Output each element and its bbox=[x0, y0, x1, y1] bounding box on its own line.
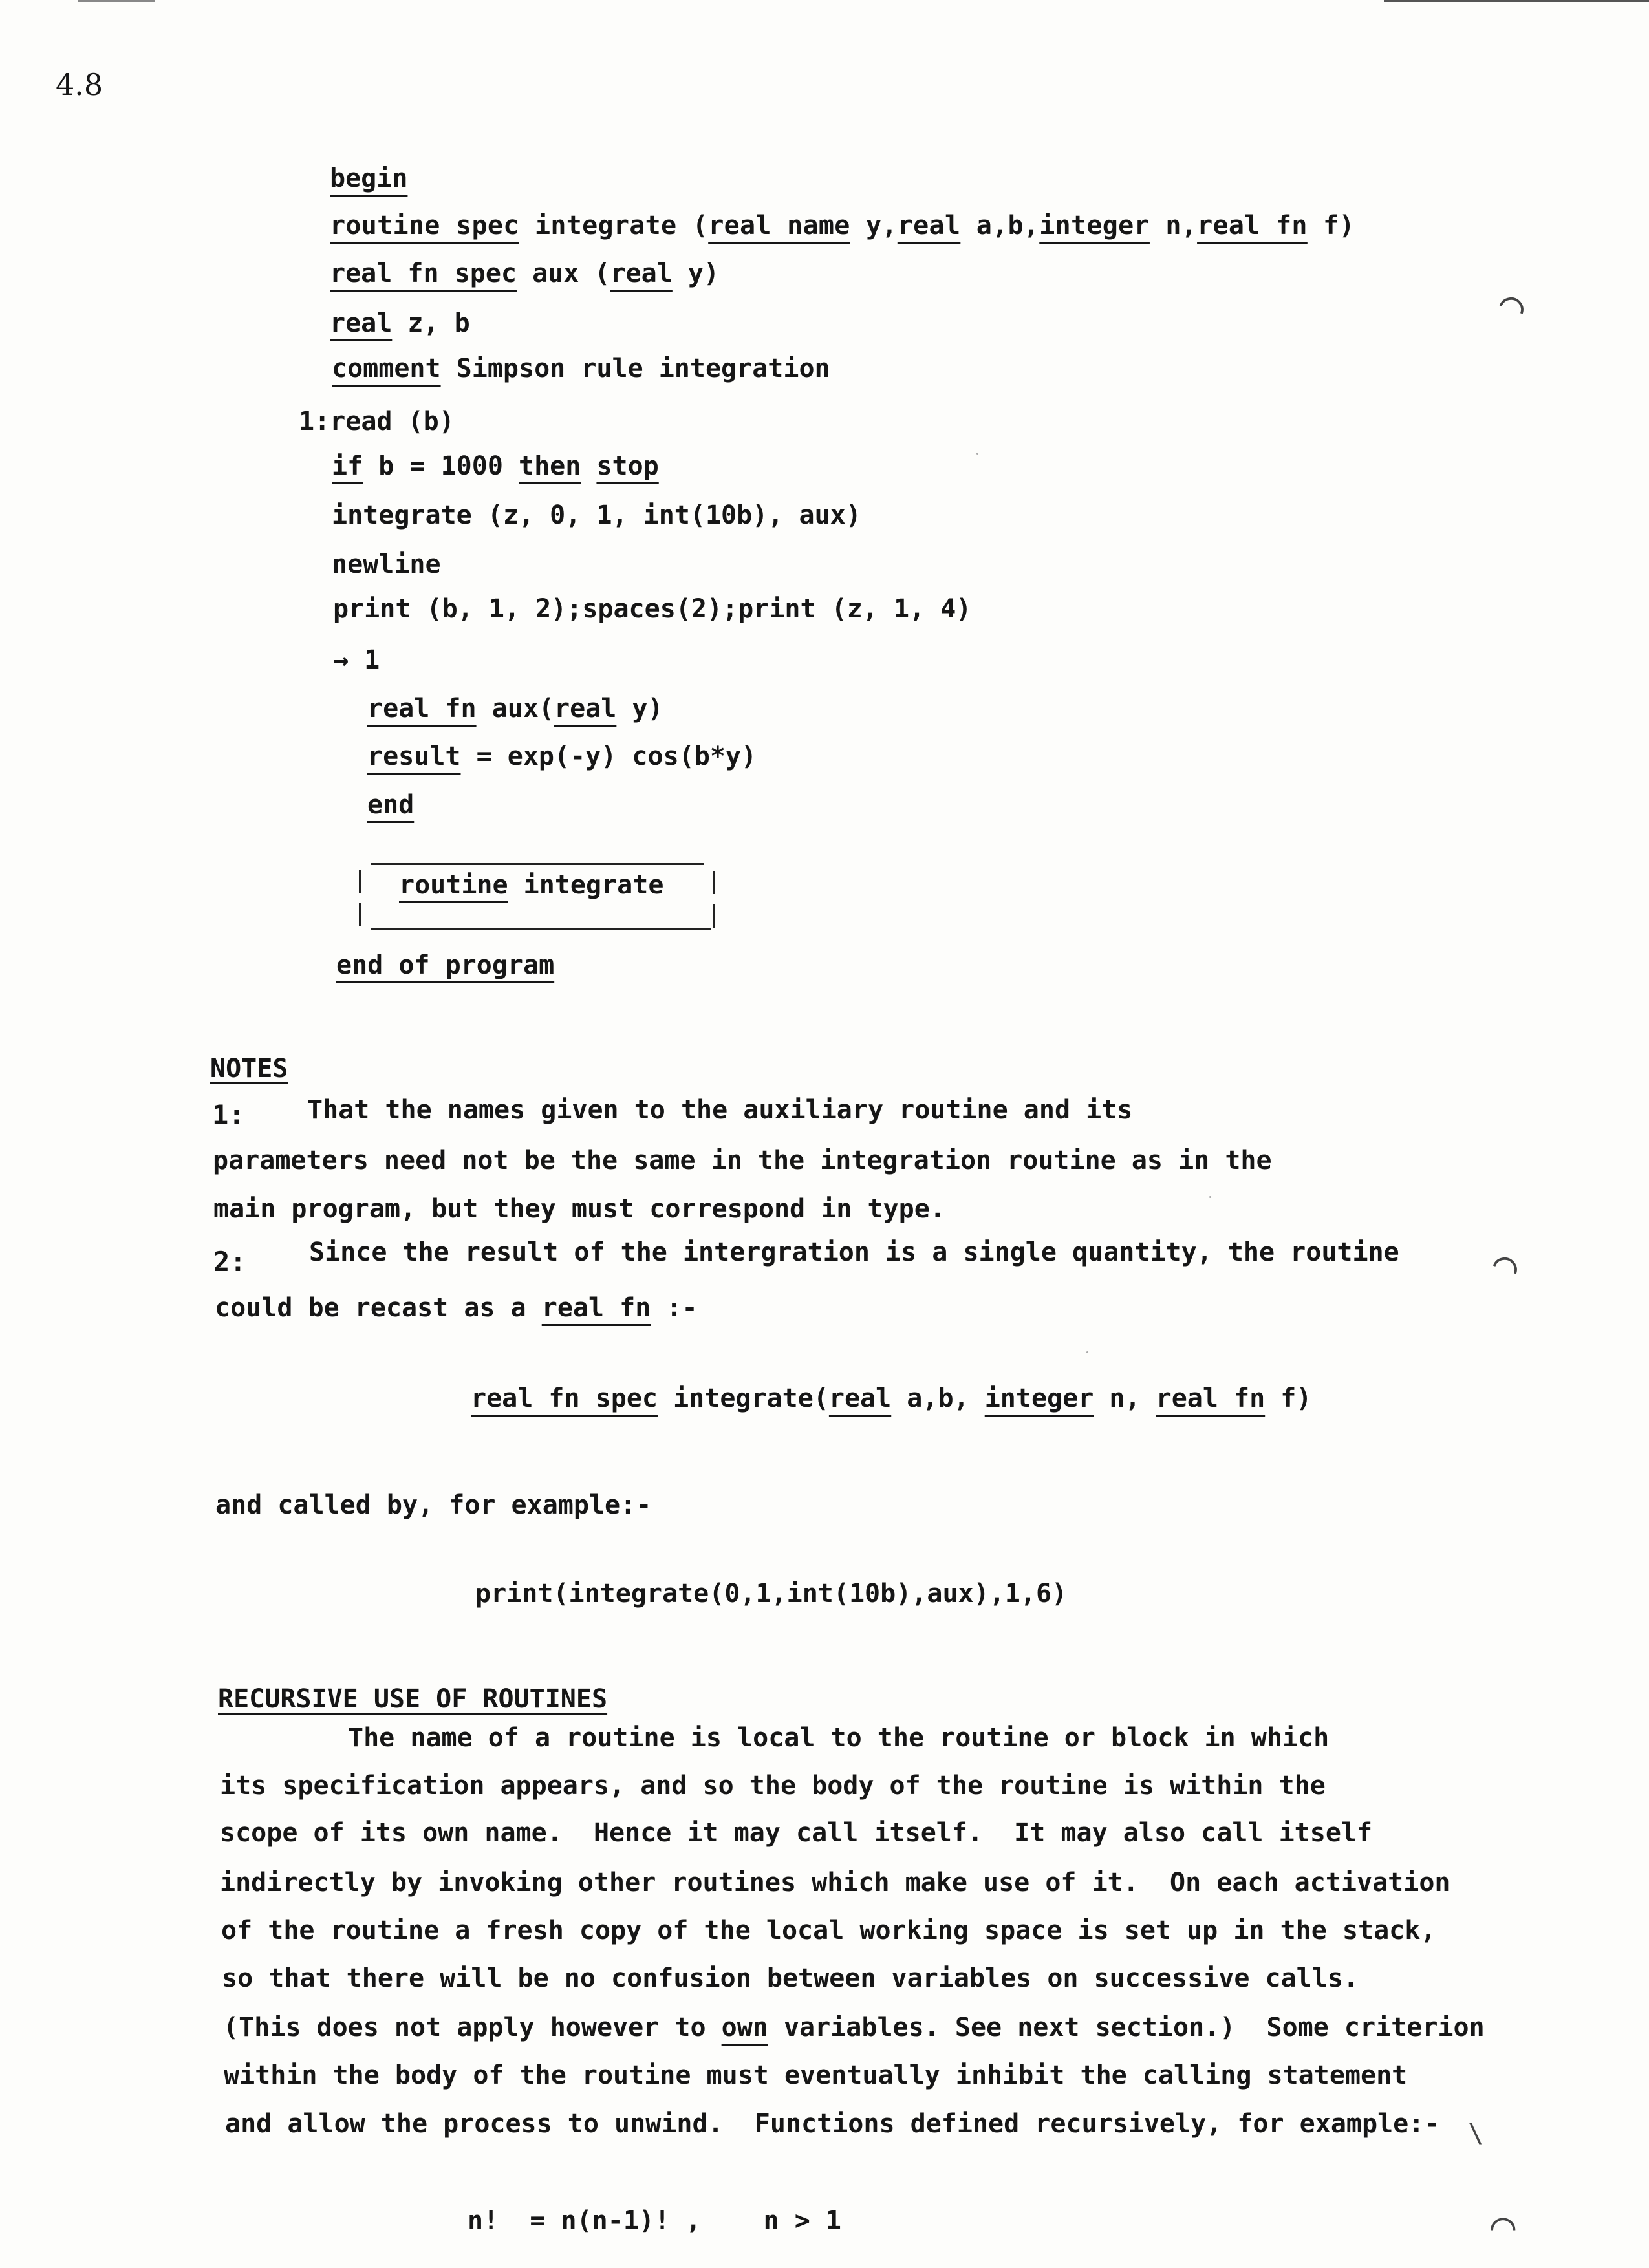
keyword: own bbox=[721, 2013, 768, 2042]
keyword: result bbox=[367, 742, 461, 771]
recursive-para-line-3: scope of its own name. Hence it may call itself. It may also call itself bbox=[220, 1818, 1373, 1848]
code-text: a,b, bbox=[960, 211, 1040, 241]
note-2-label: 2: bbox=[213, 1246, 246, 1278]
note-1-line-1: That the names given to the auxiliary routine and its bbox=[307, 1095, 1133, 1125]
keyword: integer bbox=[1039, 211, 1150, 241]
keyword: real name bbox=[708, 211, 850, 241]
box-right-rule bbox=[713, 904, 715, 928]
code-line-routine-spec bbox=[330, 213, 1355, 239]
code-line-read: 1:read (b) bbox=[299, 407, 455, 436]
para-text: (This does not apply however to bbox=[223, 2013, 722, 2042]
code-line-real-fn-aux bbox=[367, 696, 663, 722]
keyword: routine bbox=[399, 870, 508, 900]
note-2-line-2 bbox=[215, 1295, 698, 1321]
code-line-print: print (b, 1, 2);spaces(2);print (z, 1, 4) bbox=[333, 594, 972, 624]
code-text: integrate ( bbox=[519, 211, 709, 241]
code-text: b = 1000 bbox=[363, 451, 519, 481]
scan-edge-line bbox=[78, 0, 155, 2]
code-line-fn-spec bbox=[330, 261, 719, 286]
recursive-para-line-4: indirectly by invoking other routines which make use of it. On each activation bbox=[220, 1868, 1450, 1898]
code-text: aux ( bbox=[516, 259, 610, 288]
recursive-para-line-7 bbox=[223, 2015, 1485, 2040]
margin-mark: ⌒ bbox=[1491, 2201, 1516, 2249]
scan-speck bbox=[976, 453, 978, 455]
code-text: y) bbox=[616, 694, 663, 723]
code-line-real-decl bbox=[330, 310, 470, 336]
code-line-comment bbox=[332, 356, 830, 381]
keyword: real bbox=[330, 308, 393, 338]
keyword: then bbox=[519, 451, 581, 481]
code-text: integrate( bbox=[657, 1384, 829, 1413]
code-line-if bbox=[332, 453, 659, 479]
box-top-rule bbox=[371, 863, 704, 865]
code-line-result bbox=[367, 744, 757, 769]
keyword: comment bbox=[332, 354, 441, 383]
box-left-rule bbox=[359, 870, 361, 893]
print-call-example: print(integrate(0,1,int(10b),aux),1,6) bbox=[475, 1579, 1068, 1609]
note-1-line-2: parameters need not be the same in the integration routine as in the bbox=[213, 1146, 1272, 1175]
keyword: if bbox=[332, 451, 363, 481]
code-line-end-of-program: end of program bbox=[336, 950, 555, 980]
note-1-line-3: main program, but they must correspond in type. bbox=[213, 1194, 945, 1224]
code-text: n, bbox=[1094, 1384, 1156, 1413]
code-text: y, bbox=[850, 211, 898, 241]
keyword: real fn spec bbox=[471, 1384, 658, 1413]
code-text: f) bbox=[1307, 211, 1355, 241]
recursive-para-line-6: so that there will be no confusion between variables on successive calls. bbox=[222, 1963, 1359, 1993]
para-text: variables. See next section.) Some criterion bbox=[768, 2013, 1485, 2042]
box-label bbox=[399, 872, 663, 898]
code-text: = exp(-y) cos(b*y) bbox=[460, 742, 757, 771]
real-fn-spec-example bbox=[471, 1385, 1311, 1411]
code-text: aux( bbox=[476, 694, 554, 723]
code-text: a,b, bbox=[891, 1384, 985, 1413]
keyword: real bbox=[897, 211, 961, 241]
code-text: integrate bbox=[508, 870, 664, 900]
margin-mark: ⌒ bbox=[1486, 1238, 1527, 1292]
keyword: stop bbox=[596, 451, 659, 481]
code-line-newline: newline bbox=[332, 550, 441, 579]
called-by-text: and called by, for example:- bbox=[215, 1490, 652, 1520]
code-text: y) bbox=[672, 259, 720, 288]
box-right-rule bbox=[713, 871, 715, 894]
code-text: n, bbox=[1149, 211, 1198, 241]
keyword: real fn bbox=[1156, 1384, 1266, 1413]
recursive-para-line-8: within the body of the routine must eventually inhibit the calling statement bbox=[224, 2060, 1408, 2090]
notes-heading: NOTES bbox=[210, 1054, 288, 1084]
code-line-begin: begin bbox=[330, 164, 408, 193]
margin-mark: \ bbox=[1468, 2119, 1484, 2148]
scan-speck bbox=[1086, 1351, 1088, 1353]
recursive-para-line-5: of the routine a fresh copy of the local working space is set up in the stack, bbox=[221, 1916, 1436, 1945]
note-text: :- bbox=[651, 1293, 698, 1323]
recursive-para-line-2: its specification appears, and so the body of the routine is within the bbox=[220, 1771, 1326, 1801]
margin-mark: ⌒ bbox=[1493, 278, 1533, 332]
note-1-label: 1: bbox=[212, 1099, 245, 1131]
keyword: real fn spec bbox=[330, 259, 517, 288]
note-2-line-1: Since the result of the intergration is a single quantity, the routine bbox=[309, 1237, 1399, 1267]
routine-integrate-box bbox=[359, 863, 718, 931]
keyword: integer bbox=[984, 1384, 1094, 1413]
code-text: Simpson rule integration bbox=[440, 354, 830, 383]
code-line-end: end bbox=[367, 790, 415, 820]
keyword: routine spec bbox=[330, 211, 519, 241]
keyword: real fn bbox=[541, 1293, 651, 1323]
code-line-jump: → 1 bbox=[333, 645, 380, 675]
scan-speck bbox=[1209, 1196, 1211, 1198]
scan-edge-line bbox=[1384, 0, 1649, 2]
keyword: real bbox=[828, 1384, 892, 1413]
keyword: real fn bbox=[367, 694, 477, 723]
code-text bbox=[581, 451, 596, 481]
recursive-heading: RECURSIVE USE OF ROUTINES bbox=[218, 1684, 608, 1714]
page-number: 4.8 bbox=[56, 67, 103, 102]
keyword: real fn bbox=[1197, 211, 1308, 241]
code-text: z, b bbox=[392, 308, 470, 338]
note-text: could be recast as a bbox=[215, 1293, 542, 1323]
code-text: f) bbox=[1265, 1384, 1312, 1413]
keyword: real bbox=[610, 259, 673, 288]
box-bottom-rule bbox=[371, 928, 711, 930]
factorial-formula: n! = n(n-1)! , n > 1 bbox=[468, 2206, 841, 2236]
recursive-para-line-1: The name of a routine is local to the routine or block in which bbox=[348, 1723, 1330, 1753]
keyword: real bbox=[554, 694, 617, 723]
box-left-rule bbox=[359, 903, 361, 926]
recursive-para-line-9: and allow the process to unwind. Functions defined recursively, for example:- bbox=[225, 2109, 1440, 2139]
code-line-integrate-call: integrate (z, 0, 1, int(10b), aux) bbox=[332, 500, 861, 530]
